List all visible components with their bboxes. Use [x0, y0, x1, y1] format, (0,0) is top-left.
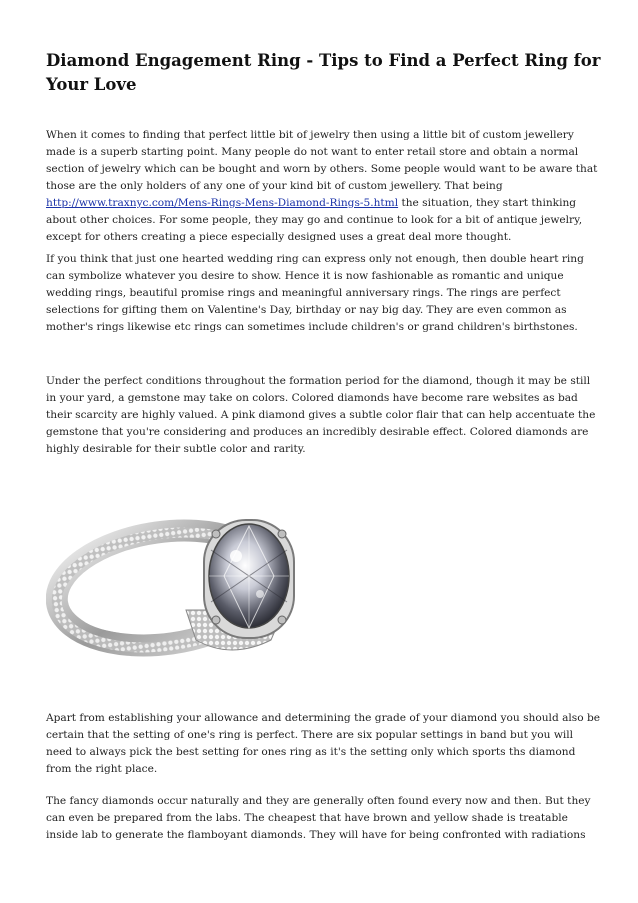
- ring-illustration: [46, 490, 320, 686]
- article-title: Diamond Engagement Ring - Tips to Find a Perfect Ring for Your Love: [46, 51, 601, 94]
- paragraph-intro: [46, 127, 602, 246]
- paragraph-intro-text-before: When it comes to finding that perfect little bit of jewelry then using a little bit of custom jewellery made is a superb starting point. Many people do not want to enter retail store and obtain a normal section of jewelry which can be bought and worn by others. Some people would want to be aware that those are the only holders of any one of your kind bit of custom jewellery. That being: [46, 129, 598, 192]
- paragraph-intro-text-after: the situation, they start thinking about other choices. For some people, they may go and continue to look for a bit of antique jewelry, except for others creating a piece especially designed uses a great deal more thought.: [46, 197, 583, 243]
- traxnyc-link[interactable]: http://www.traxnyc.com/Mens-Rings-Mens-Diamond-Rings-5.html: [46, 197, 399, 209]
- paragraph-double-heart: If you think that just one hearted wedding ring can express only not enough, then double heart ring can symbolize whatever you desire to show. Hence it is now fashionable as romantic and unique wedding rings, beautiful promise rings and meaningful anniversary rings. The rings are perfect selections for gifting them on Valentine's Day, birthday or nay big day. They are even common as mother's rings likewise etc rings can sometimes include children's or grand children's birthstones.: [46, 253, 584, 333]
- paragraph-ring-setting: Apart from establishing your allowance and determining the grade of your diamond you should also be certain that the setting of one's ring is perfect. There are six popular settings in band but you will need to always pick the best setting for ones ring as it's the setting only which sports ths diamond from the right place.: [46, 712, 601, 775]
- paragraph-fancy-diamonds: The fancy diamonds occur naturally and they are generally often found every now and then. But they can even be prepared from the labs. The cheapest that have brown and yellow shade is treatable inside lab to generate the flamboyant diamonds. They will have for being confronted with radiations: [46, 795, 591, 841]
- diamond-ring-image: [46, 490, 320, 686]
- paragraph-colored-diamonds: Under the perfect conditions throughout the formation period for the diamond, though it may be still in your yard, a gemstone may take on colors. Colored diamonds have become rare websites as bad their scarcity are highly valued. A pink diamond gives a subtle color flair that can help accentuate the gemstone that you're considering and produces an incredibly desirable effect. Colored diamonds are highly desirable for their subtle color and rarity.: [46, 375, 596, 455]
